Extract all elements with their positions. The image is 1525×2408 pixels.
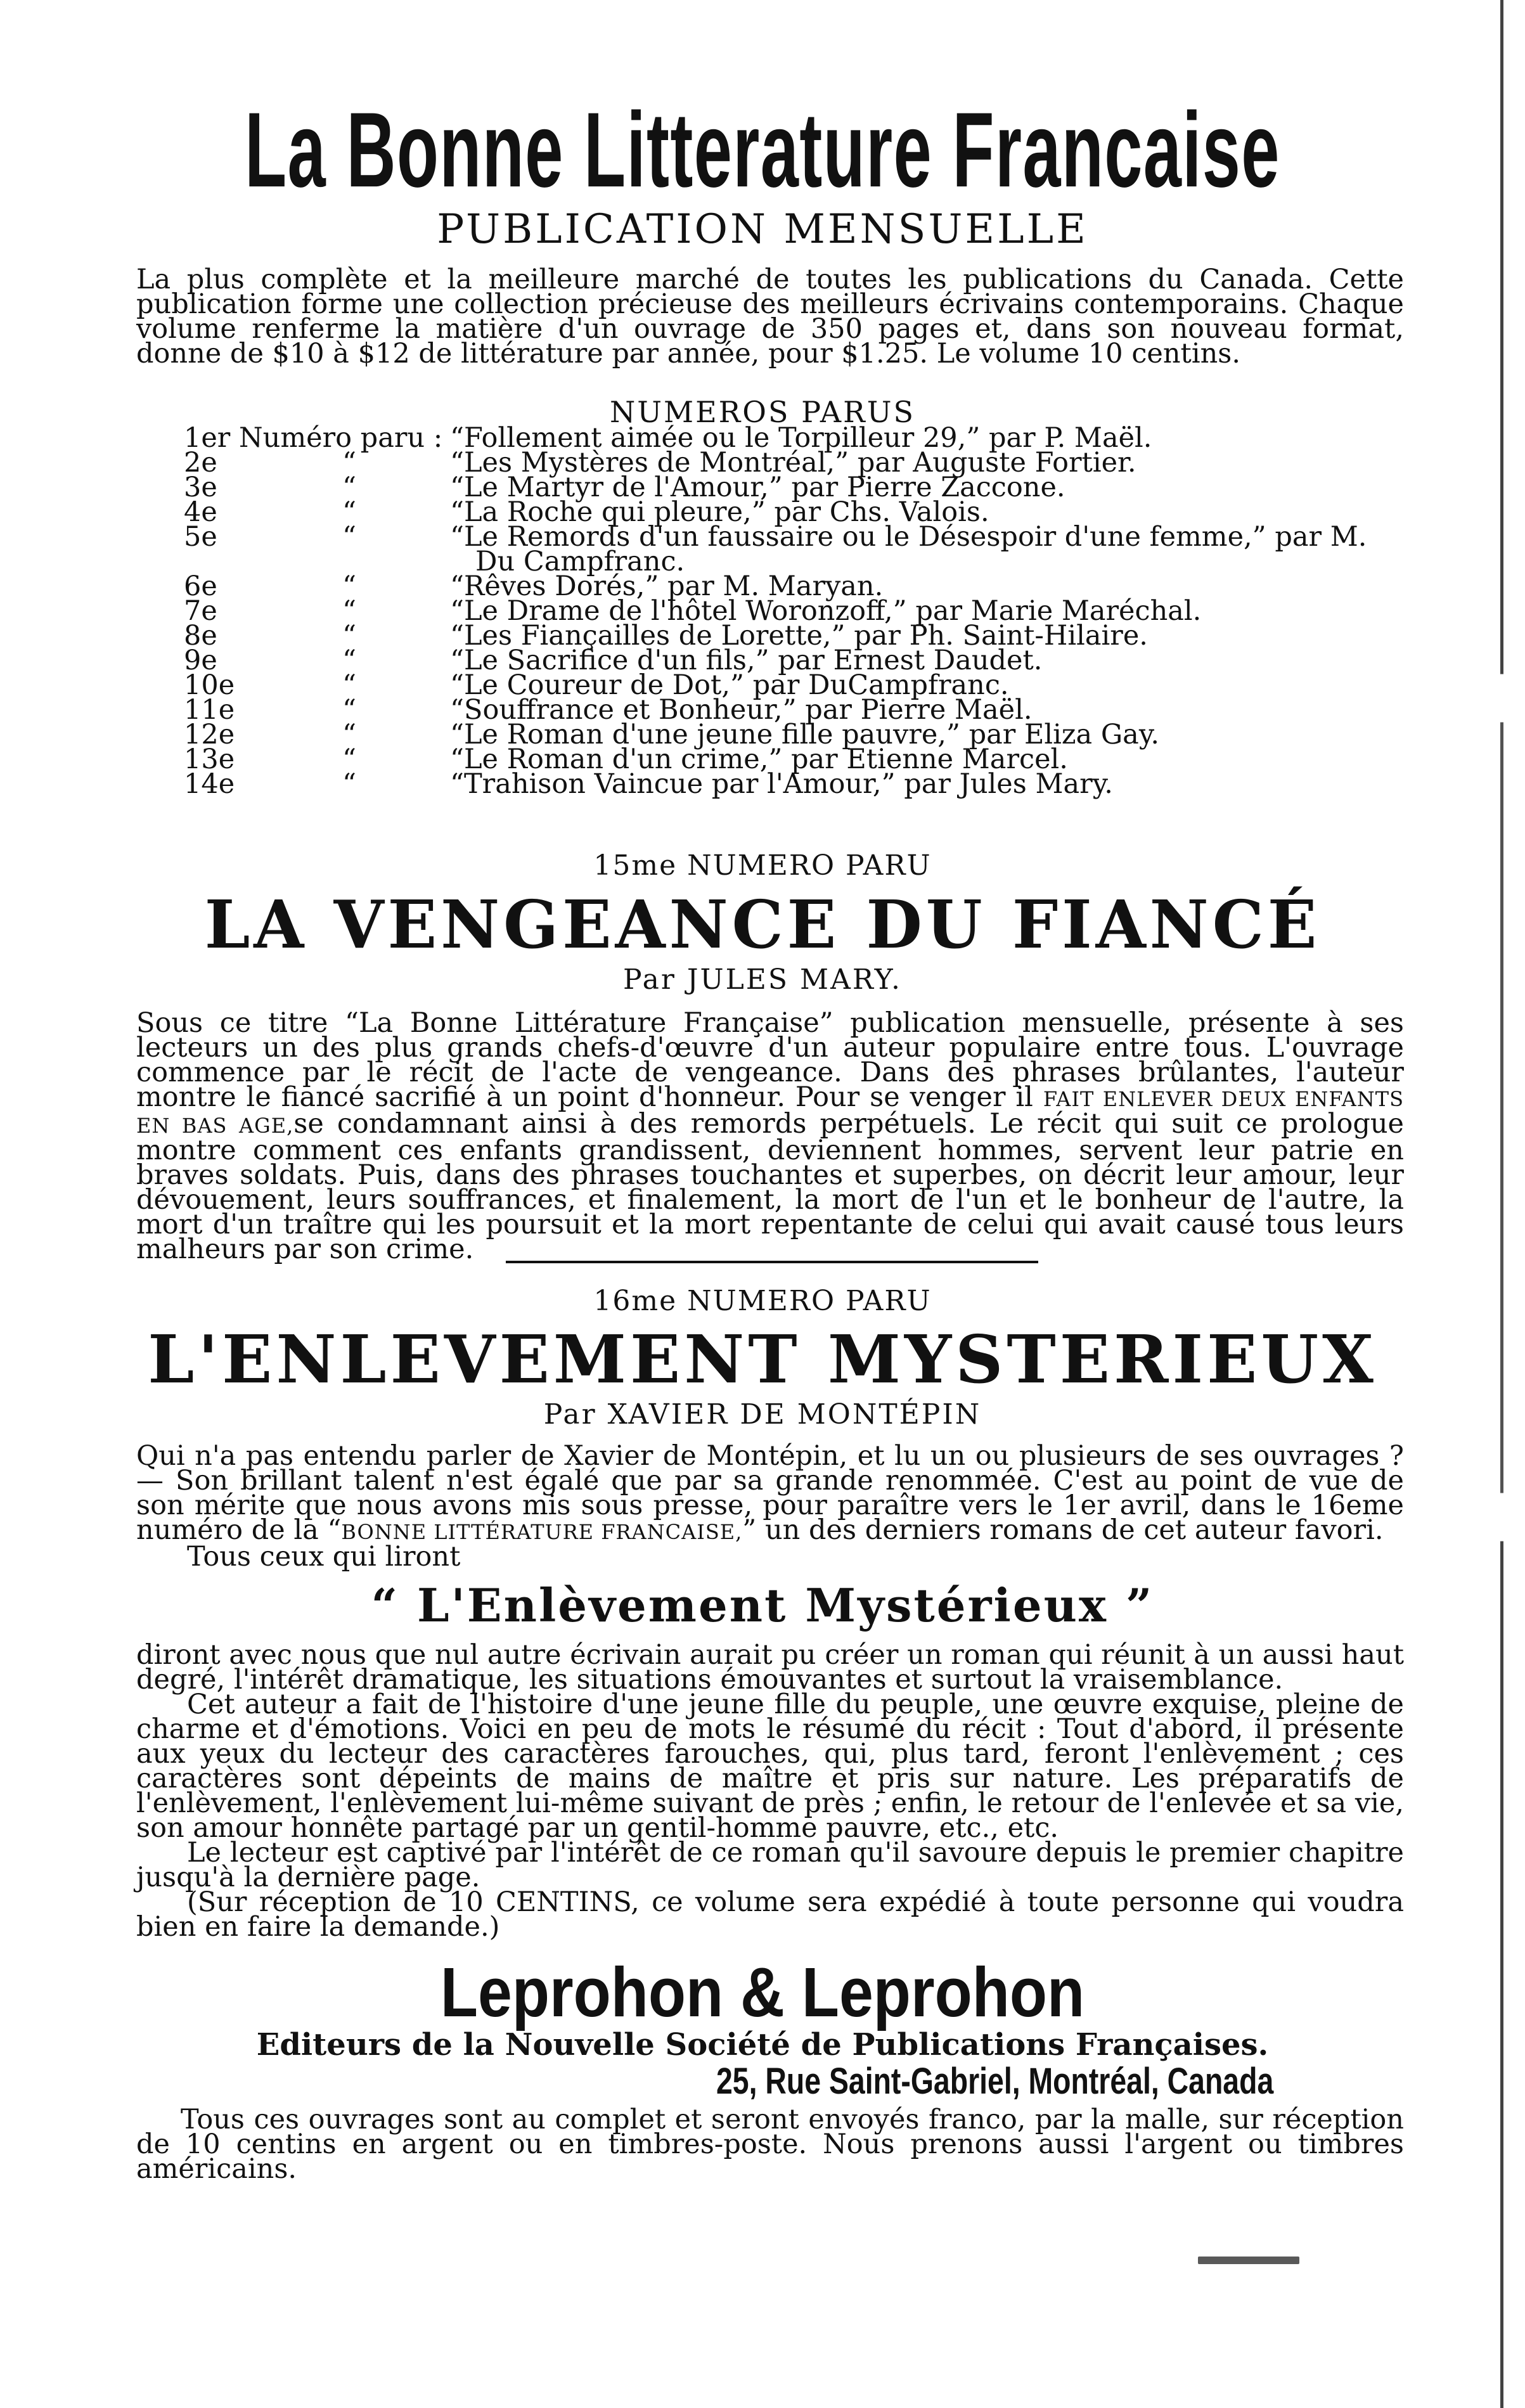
ditto-mark: “ bbox=[342, 768, 356, 800]
publisher-name: Leprohon & Leprohon bbox=[440, 1954, 1085, 2031]
section-divider bbox=[506, 1261, 1038, 1263]
publisher-description: Editeurs de la Nouvelle Société de Publications Françaises. bbox=[256, 2027, 1269, 2063]
ditto-mark: “ bbox=[342, 620, 356, 652]
issue16-desc-part2: ” un des derniers romans de cet auteur favori. bbox=[742, 1514, 1384, 1546]
issue-row bbox=[184, 521, 1426, 553]
issues-heading: NUMEROS PARUS bbox=[609, 395, 916, 429]
issue-title: “Follement aimée ou le Torpilleur 29,” par P. Maël. bbox=[450, 422, 1152, 454]
issue-number: 8e bbox=[184, 620, 217, 652]
issue-number: 1er Numéro paru : bbox=[184, 422, 443, 454]
ditto-mark: “ bbox=[342, 521, 356, 553]
issue16-para3: Le lecteur est captivé par l'intérêt de ce roman qu'il savoure depuis le premier chapitre jusqu'à la dernière page. bbox=[136, 1837, 1404, 1893]
issue-title: “Le Drame de l'hôtel Woronzoff,” par Marie Maréchal. bbox=[450, 595, 1202, 627]
issue16-title: L'ENLEVEMENT MYSTERIEUX bbox=[148, 1320, 1377, 1398]
masthead-subtitle: PUBLICATION MENSUELLE bbox=[437, 206, 1088, 253]
issue-number: 4e bbox=[184, 496, 217, 528]
issue16-author: Par XAVIER DE MONTÉPIN bbox=[543, 1398, 982, 1431]
issue15-description bbox=[136, 1007, 1405, 1265]
issue-number: 11e bbox=[184, 694, 235, 726]
issue-number: 6e bbox=[184, 570, 217, 602]
issue16-label: 16me NUMERO PARU bbox=[593, 1285, 932, 1317]
issue16-desc-part1: Qui n'a pas entendu parler de Xavier de Montépin, et lu un ou plusieurs de ses ouvrages ?— Son brillant talent n'est égalé que par sa grande renommée. C'est au point de vue de son mérite que nous avons mis sous presse, pour paraître vers le 1er avril, dans le 16eme numéro de la “ bbox=[136, 1440, 1404, 1546]
publisher-address: 25, Rue Saint-Gabriel, Montréal, Canada bbox=[716, 2061, 1274, 2102]
ditto-mark: “ bbox=[342, 570, 356, 602]
ditto-mark: “ bbox=[342, 744, 356, 775]
print-smudge bbox=[1198, 2257, 1299, 2264]
issue-title: “Les Fiançailles de Lorette,” par Ph. Saint-Hilaire. bbox=[450, 620, 1148, 652]
issue-title: “La Roche qui pleure,” par Chs. Valois. bbox=[450, 496, 989, 528]
issue-row bbox=[184, 768, 1426, 800]
ditto-mark: “ bbox=[342, 496, 356, 528]
issue-number: 2e bbox=[184, 447, 217, 479]
ditto-mark: “ bbox=[342, 645, 356, 676]
issue-title: “Souffrance et Bonheur,” par Pierre Maël. bbox=[450, 694, 1033, 726]
issue-title: “Le Roman d'une jeune fille pauvre,” par Eliza Gay. bbox=[450, 719, 1160, 750]
issue-title: Du Campfranc. bbox=[475, 546, 685, 577]
issue-title: “Le Martyr de l'Amour,” par Pierre Zaccone. bbox=[450, 472, 1065, 503]
issue16-lead: Tous ceux qui liront bbox=[187, 1541, 461, 1573]
issue-title: “Les Mystères de Montréal,” par Auguste Fortier. bbox=[450, 447, 1136, 479]
ditto-mark: “ bbox=[342, 669, 356, 701]
issue-number: 12e bbox=[184, 719, 235, 750]
issue16-desc-caps: BONNE LITTÉRATURE FRANCAISE, bbox=[341, 1520, 743, 1544]
issue15-label: 15me NUMERO PARU bbox=[593, 849, 932, 882]
ditto-mark: “ bbox=[342, 719, 356, 750]
ditto-mark: “ bbox=[342, 447, 356, 479]
ditto-mark: “ bbox=[342, 694, 356, 726]
issue-number: 10e bbox=[184, 669, 235, 701]
footer-note bbox=[136, 2104, 1404, 2185]
issue-number: 3e bbox=[184, 472, 217, 503]
issue16-summary bbox=[136, 1639, 1404, 1943]
issue-number: 14e bbox=[184, 768, 235, 800]
issue16-para2: Cet auteur a fait de l'histoire d'une jeune fille du peuple, une œuvre exquise, pleine de charme et d'émotions. Voici en peu de mots le résumé du récit : Tout d'abord, il présente aux yeux du lecteur des caractères farouches, qui, plus tard, feront l'enlèvement ; ces caractères sont dépeints de mains de maître et pris sur nature. Les préparatifs de l'enlèvement, l'enlèvement lui-même suivant de près ; enfin, le retour de l'enlevée et sa vie, son amour honnête partagé par un gentil-homme pauvre, etc., etc. bbox=[136, 1689, 1404, 1844]
issue-number: 9e bbox=[184, 645, 217, 676]
issue-number: 7e bbox=[184, 595, 217, 627]
issue-title: “Le Roman d'un crime,” par Etienne Marcel. bbox=[450, 744, 1068, 775]
issue-number: 13e bbox=[184, 744, 235, 775]
issue15-title: LA VENGEANCE DU FIANCÉ bbox=[204, 885, 1321, 963]
issue-title: “Le Coureur de Dot,” par DuCampfranc. bbox=[450, 669, 1009, 701]
issue16-para1: diront avec nous que nul autre écrivain aurait pu créer un roman qui réunit à un aussi haut degré, l'intérêt dramatique, les situations émouvantes et surtout la vraisemblance. bbox=[136, 1639, 1404, 1696]
issue16-description bbox=[136, 1440, 1404, 1573]
issue15-author: Par JULES MARY. bbox=[622, 963, 903, 996]
issue-title: “Le Remords d'un faussaire ou le Désespoir d'une femme,” par M. bbox=[450, 521, 1367, 553]
masthead-title: La Bonne Litterature Francaise bbox=[245, 89, 1280, 210]
intro-paragraph bbox=[136, 264, 1404, 370]
issue-title: “Le Sacrifice d'un fils,” par Ernest Daudet. bbox=[450, 645, 1043, 676]
intro-text: La plus complète et la meilleure marché de toutes les publications du Canada. Cette publication forme une collection précieuse des meilleurs écrivains contemporains. Chaque volume renferme la matière d'un ouvrage de 350 pages et, dans son nouveau format, donne de $10 à $12 de littérature par année, pour $1.25. Le volume 10 centins. bbox=[136, 264, 1404, 370]
issue15-desc-caps: FAIT ENLEVER DEUX ENFANTS EN BAS AGE, bbox=[136, 1087, 1405, 1138]
issue16-quoted-title: “ L'Enlèvement Mystérieux ” bbox=[371, 1578, 1154, 1632]
issue16-para4: (Sur réception de 10 CENTINS, ce volume sera expédié à toute personne qui voudra bien en faire la demande.) bbox=[136, 1886, 1404, 1943]
footer-text: Tous ces ouvrages sont au complet et seront envoyés franco, par la malle, sur réception de 10 centins en argent ou en timbres-poste. Nous prenons aussi l'argent ou timbres américains. bbox=[136, 2104, 1404, 2185]
issue15-desc-part1: Sous ce titre “La Bonne Littérature Française” publication mensuelle, présente à ses lecteurs un des plus grands chefs-d'œuvre d'un auteur populaire entre tous. L'ouvrage commence par le récit de l'acte de vengeance. Dans des phrases brûlantes, l'auteur montre le fiancé sacrifié à un point d'honneur. Pour se venger il bbox=[136, 1007, 1404, 1113]
issue-title: “Trahison Vaincue par l'Amour,” par Jules Mary. bbox=[450, 768, 1113, 800]
issue-title: “Rêves Dorés,” par M. Maryan. bbox=[450, 570, 884, 602]
issue15-desc-part2: se condamnant ainsi à des remords perpétuels. Le récit qui suit ce prologue montre comment ces enfants grandissent, deviennent hommes, servent leur patrie en braves soldats. Puis, dans des phrases touchantes et superbes, on décrit leur amour, leur dévouement, leurs souffrances, et finalement, la mort de l'un et le bonheur de l'autre, la mort d'un traître qui les poursuit et la mort repentante de celui qui avait causé tous leurs malheurs par son crime. bbox=[136, 1108, 1405, 1265]
issue-list bbox=[184, 422, 1426, 800]
issue-number: 5e bbox=[184, 521, 217, 553]
ditto-mark: “ bbox=[342, 595, 356, 627]
ditto-mark: “ bbox=[342, 472, 356, 503]
